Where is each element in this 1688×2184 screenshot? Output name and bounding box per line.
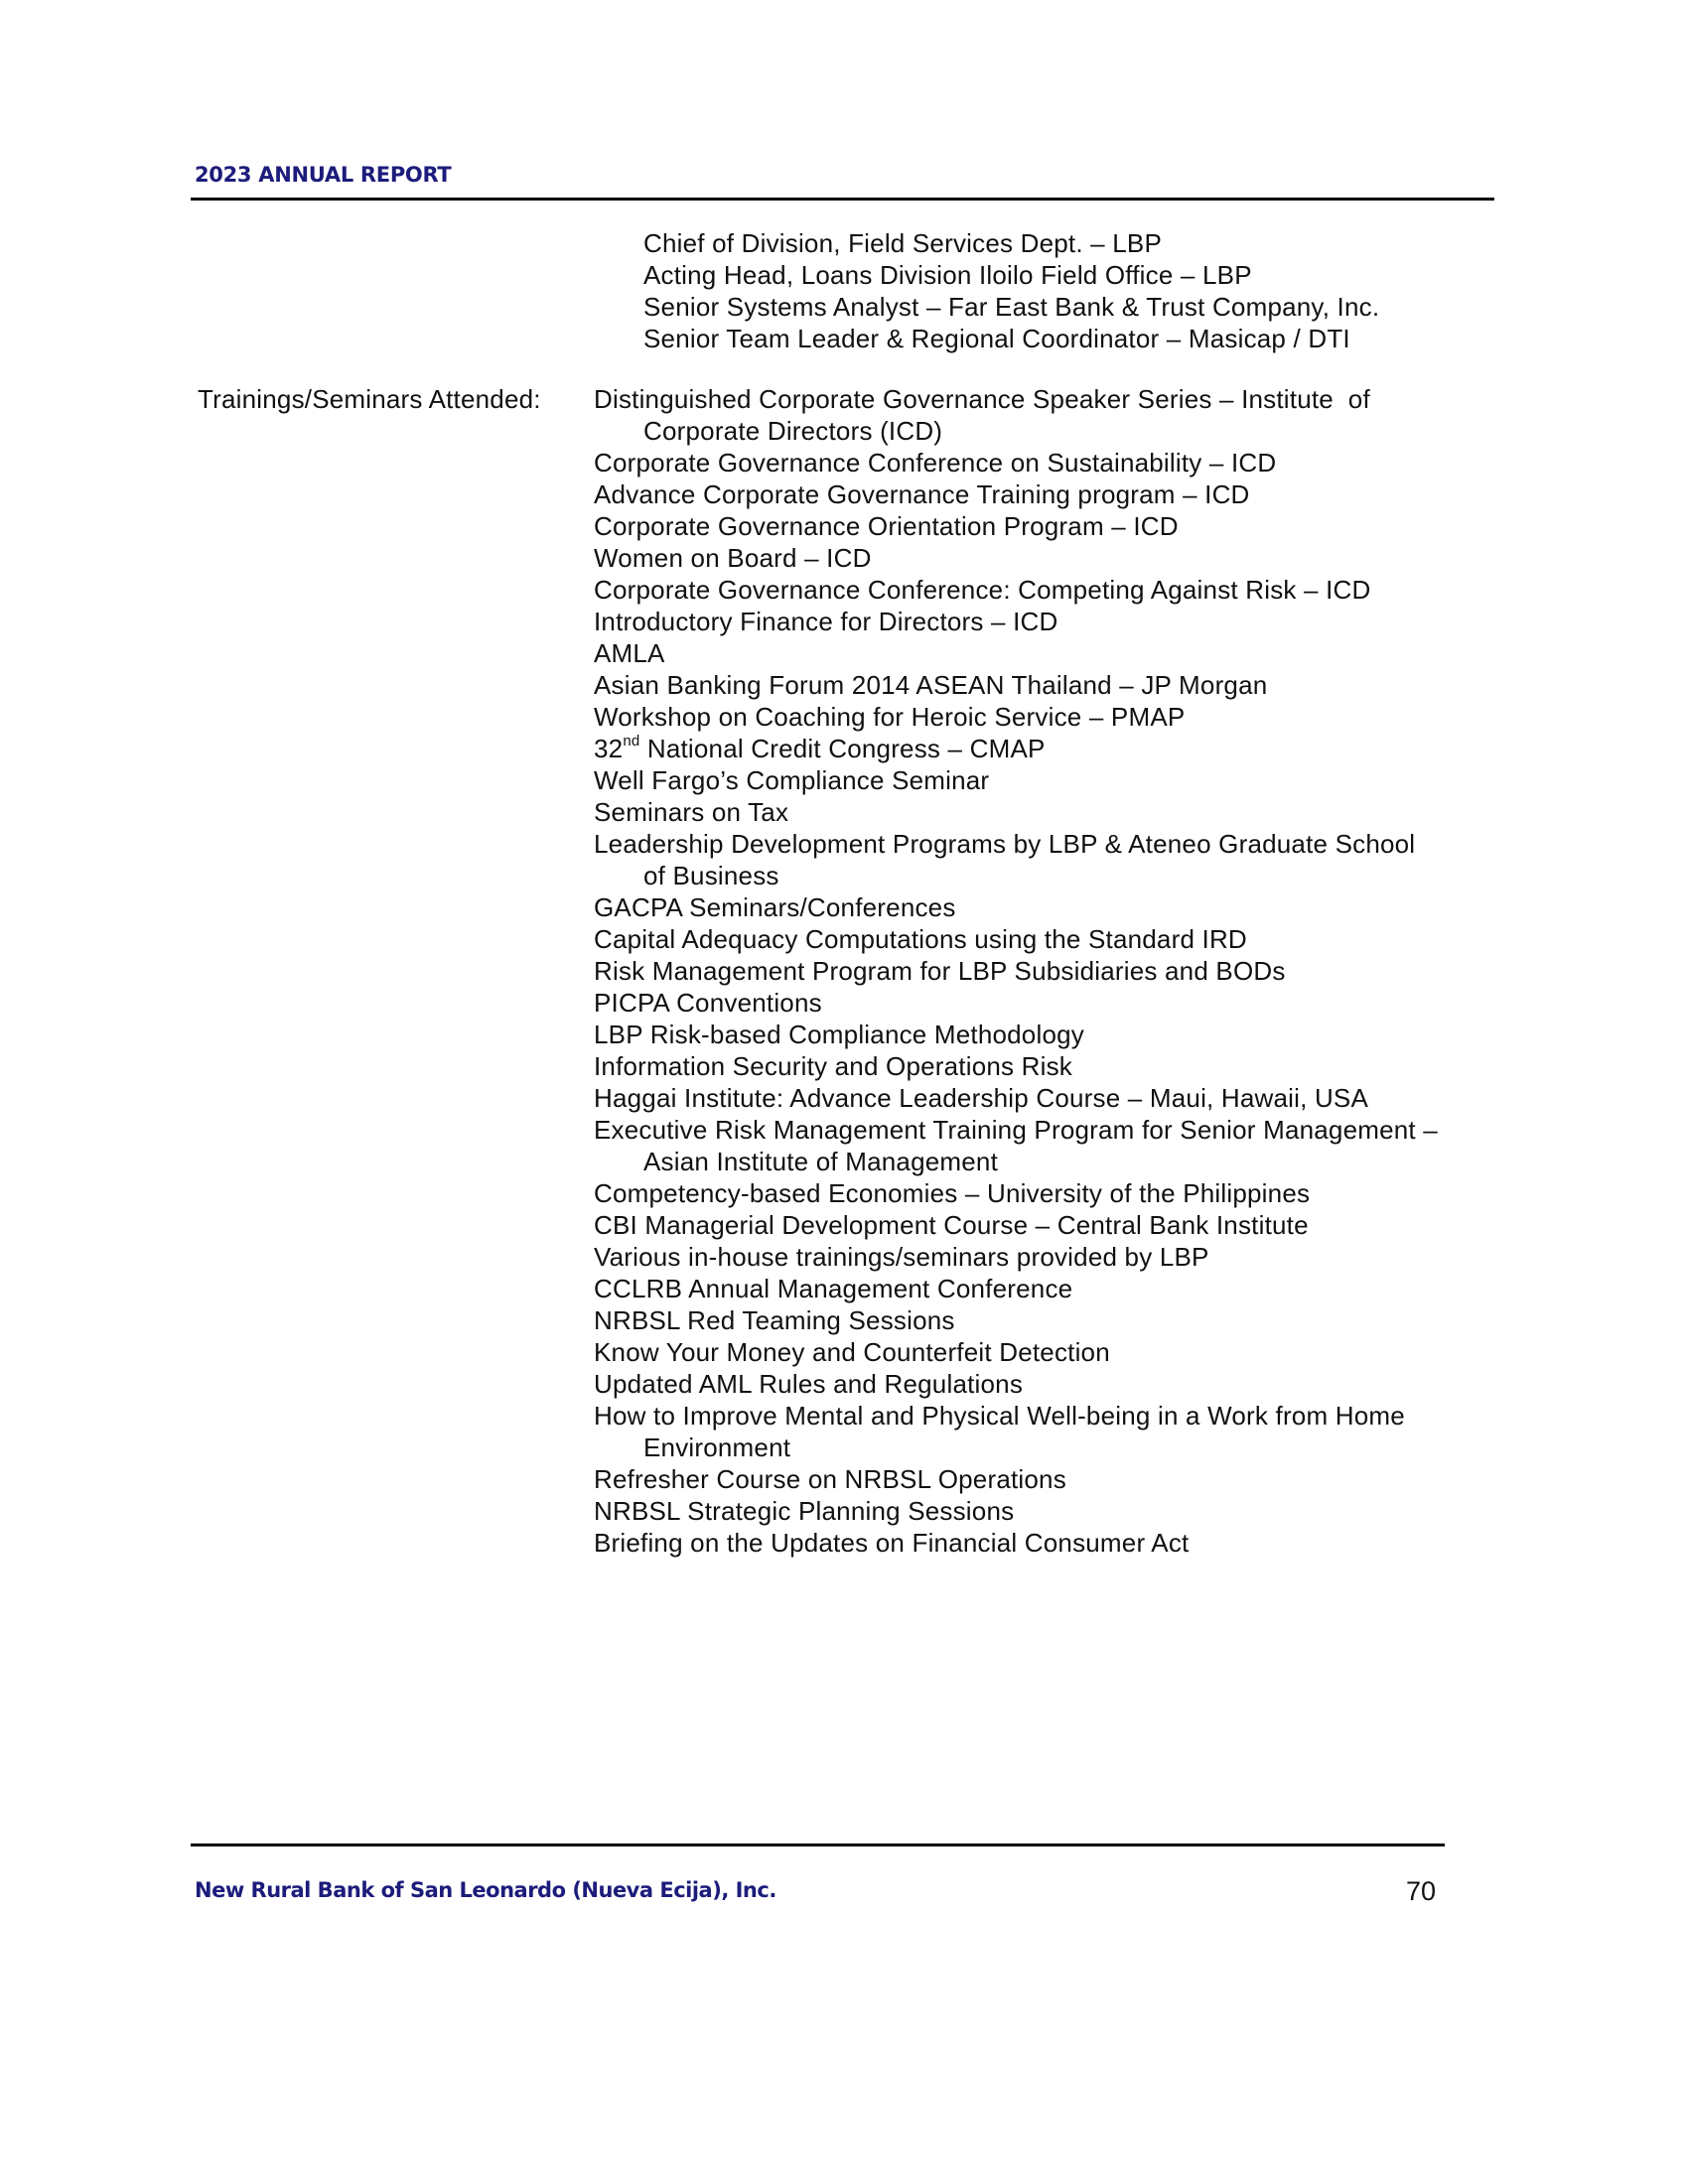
training-item: Refresher Course on NRBSL Operations xyxy=(594,1464,1066,1494)
training-item: Haggai Institute: Advance Leadership Course – Maui, Hawaii, USA xyxy=(594,1083,1369,1113)
training-item xyxy=(594,733,1438,764)
footer-company-name: New Rural Bank of San Leonardo (Nueva Ecija), Inc. xyxy=(195,1878,776,1902)
training-item: CBI Managerial Development Course – Central Bank Institute xyxy=(594,1210,1309,1240)
training-item: Well Fargo’s Compliance Seminar xyxy=(594,765,990,795)
training-item: Seminars on Tax xyxy=(594,797,789,827)
training-item: Introductory Finance for Directors – ICD xyxy=(594,607,1058,636)
training-item: GACPA Seminars/Conferences xyxy=(594,892,956,922)
training-item: Briefing on the Updates on Financial Consumer Act xyxy=(594,1528,1190,1558)
training-item: Asian Banking Forum 2014 ASEAN Thailand – JP Morgan xyxy=(594,670,1268,700)
trainings-list xyxy=(594,383,1438,1559)
training-item: Leadership Development Programs by LBP & Ateneo Graduate School xyxy=(594,829,1416,859)
training-item: CCLRB Annual Management Conference xyxy=(594,1274,1073,1303)
training-item-continuation: Corporate Directors (ICD) xyxy=(643,416,943,446)
training-item: Workshop on Coaching for Heroic Service – PMAP xyxy=(594,702,1186,732)
previous-position-item: Senior Systems Analyst – Far East Bank & Trust Company, Inc. xyxy=(643,292,1380,322)
training-item-ordinal-suffix: nd xyxy=(623,733,640,751)
previous-positions-list xyxy=(643,227,1379,354)
training-item: NRBSL Strategic Planning Sessions xyxy=(594,1496,1015,1526)
previous-position-item: Chief of Division, Field Services Dept. – LBP xyxy=(643,228,1162,258)
training-item: LBP Risk-based Compliance Methodology xyxy=(594,1020,1084,1049)
training-item: Distinguished Corporate Governance Speaker Series – Institute of xyxy=(594,384,1370,414)
training-item: Risk Management Program for LBP Subsidiaries and BODs xyxy=(594,956,1286,986)
training-item: Corporate Governance Conference on Sustainability – ICD xyxy=(594,448,1277,478)
training-item: Know Your Money and Counterfeit Detection xyxy=(594,1337,1110,1367)
training-item-continuation: of Business xyxy=(643,861,779,890)
training-item: Updated AML Rules and Regulations xyxy=(594,1369,1024,1399)
training-item: Competency-based Economies – University of the Philippines xyxy=(594,1178,1311,1208)
training-item: Capital Adequacy Computations using the Standard IRD xyxy=(594,924,1247,954)
page-number: 70 xyxy=(1406,1876,1437,1906)
previous-position-item: Senior Team Leader & Regional Coordinator – Masicap / DTI xyxy=(643,324,1350,353)
training-item: Executive Risk Management Training Program for Senior Management – xyxy=(594,1115,1438,1145)
training-item: Various in-house trainings/seminars provided by LBP xyxy=(594,1242,1209,1272)
training-item: Information Security and Operations Risk xyxy=(594,1051,1072,1081)
training-item: Women on Board – ICD xyxy=(594,543,872,573)
training-item-text: National Credit Congress – CMAP xyxy=(639,734,1046,763)
footer-divider xyxy=(191,1843,1445,1846)
previous-position-item: Acting Head, Loans Division Iloilo Field Office – LBP xyxy=(643,260,1252,290)
training-item: Corporate Governance Orientation Program – ICD xyxy=(594,511,1179,541)
training-item: PICPA Conventions xyxy=(594,988,822,1018)
training-item: How to Improve Mental and Physical Well-being in a Work from Home xyxy=(594,1401,1405,1431)
training-item: NRBSL Red Teaming Sessions xyxy=(594,1305,955,1335)
training-item: Corporate Governance Conference: Competing Against Risk – ICD xyxy=(594,575,1371,605)
trainings-label: Trainings/Seminars Attended: xyxy=(198,384,541,414)
training-item-continuation: Environment xyxy=(643,1433,791,1462)
training-item: AMLA xyxy=(594,638,665,668)
training-item-continuation: Asian Institute of Management xyxy=(643,1147,999,1176)
training-item-ordinal: 32 xyxy=(594,734,624,763)
report-header-title: 2023 ANNUAL REPORT xyxy=(195,163,452,187)
training-item: Advance Corporate Governance Training program – ICD xyxy=(594,479,1250,509)
header-divider xyxy=(191,198,1494,201)
